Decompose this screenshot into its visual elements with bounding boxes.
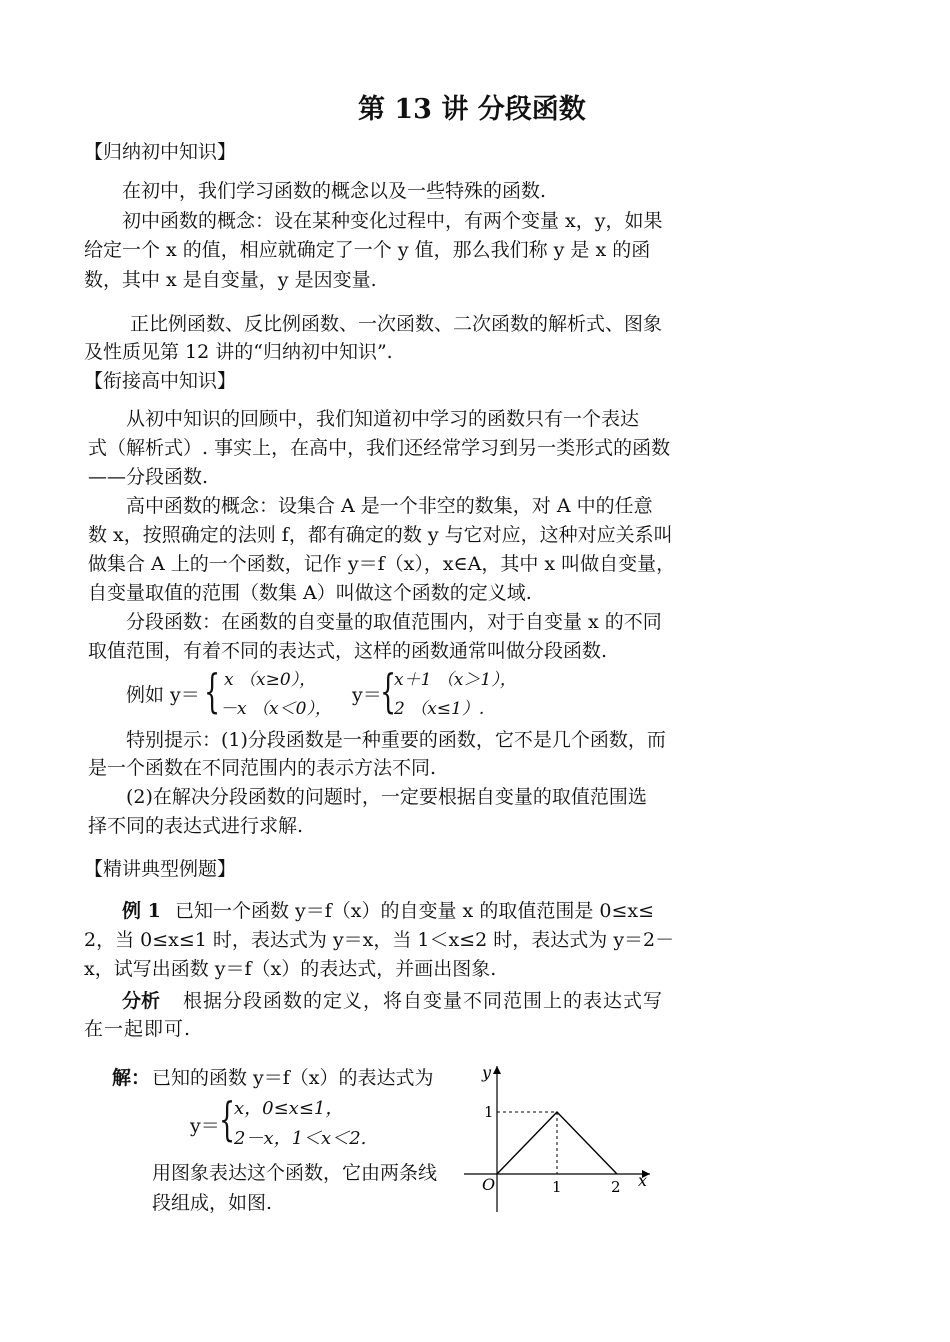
- tip-line-4: 择不同的表达式进行求解.: [88, 815, 304, 837]
- junior-paragraph-2-line-1: 初中函数的概念：设在某种变化过程中，有两个变量 x，y，如果: [122, 210, 663, 232]
- y-axis-label: y: [482, 1063, 492, 1082]
- y-tick-label-1: 1: [484, 1103, 494, 1121]
- x-tick-label-1: 1: [552, 1178, 562, 1196]
- left-brace-icon: {: [219, 1092, 236, 1146]
- junior-paragraph-3-line-2: 及性质见第 12 讲的“归纳初中知识”.: [84, 341, 393, 363]
- solution-prefix: y＝: [190, 1115, 220, 1137]
- origin-label: O: [482, 1175, 496, 1194]
- example-prefix: 例如 y＝: [126, 684, 200, 706]
- senior-paragraph-2-line-3: 做集合 A 上的一个函数，记作 y＝f（x），x∈A，其中 x 叫做自变量，: [88, 553, 676, 575]
- tip-line-2: 是一个函数在不同范围内的表示方法不同.: [88, 757, 437, 779]
- section-heading-junior: 【归纳初中知识】: [84, 141, 237, 163]
- tip-line-1: 特别提示：(1)分段函数是一种重要的函数，它不是几个函数，而: [126, 729, 666, 751]
- junior-paragraph-2-line-2: 给定一个 x 的值，相应就确定了一个 y 值，那么我们称 y 是 x 的函: [84, 239, 651, 261]
- solution-line-3: 段组成，如图.: [152, 1192, 273, 1214]
- example-1-line-2: 2，当 0≤x≤1 时，表达式为 y＝x，当 1＜x≤2 时，表达式为 y＝2－: [84, 929, 675, 951]
- solution-line-1: 已知的函数 y＝f（x）的表达式为: [152, 1067, 434, 1089]
- solution-case-2: 2－x，1＜x＜2.: [234, 1128, 367, 1149]
- section-heading-examples: 【精讲典型例题】: [84, 858, 237, 880]
- x-axis-label: x: [638, 1171, 648, 1190]
- senior-paragraph-2-line-2: 数 x，按照确定的法则 f，都有确定的数 y 与它对应，这种对应关系叫: [88, 524, 673, 546]
- example-2-case-1: x＋1 （x＞1），: [394, 670, 517, 690]
- page-title: 第 13 讲 分段函数: [358, 94, 586, 125]
- solution-case-1: x，0≤x≤1，: [234, 1098, 344, 1119]
- analysis-label: 分析: [122, 990, 161, 1012]
- section-heading-senior: 【衔接高中知识】: [84, 370, 237, 392]
- junior-paragraph-1: 在初中，我们学习函数的概念以及一些特殊的函数.: [122, 180, 547, 202]
- function-graph: [460, 1060, 670, 1220]
- left-brace-icon: {: [380, 664, 397, 718]
- example-1-label: 例 1: [122, 900, 161, 922]
- example-1-line-3: x，试写出函数 y＝f（x）的表达式，并画出图象.: [84, 958, 497, 980]
- analysis-line-1: 根据分段函数的定义，将自变量不同范围上的表达式写: [183, 990, 664, 1012]
- example-2-prefix: y＝: [352, 684, 382, 706]
- analysis-line-2: 在一起即可.: [84, 1018, 192, 1040]
- senior-paragraph-3-line-2: 取值范围，有着不同的表达式，这样的函数通常叫做分段函数.: [88, 640, 608, 662]
- senior-paragraph-2-line-1: 高中函数的概念：设集合 A 是一个非空的数集，对 A 中的任意: [126, 495, 653, 517]
- junior-paragraph-2-line-3: 数，其中 x 是自变量，y 是因变量.: [84, 269, 377, 291]
- senior-paragraph-1-line-2: 式（解析式）. 事实上，在高中，我们还经常学习到另一类形式的函数: [88, 437, 671, 459]
- y-axis-arrow-icon: [493, 1066, 501, 1074]
- example-1-case-1: x （x≥0），: [224, 670, 317, 690]
- example-2-case-2: 2 （x≤1）.: [394, 699, 485, 719]
- left-brace-icon: {: [204, 664, 221, 718]
- junior-paragraph-3-line-1: 正比例函数、反比例函数、一次函数、二次函数的解析式、图象: [130, 313, 663, 335]
- senior-paragraph-1-line-3: ——分段函数.: [88, 466, 209, 488]
- tip-line-3: (2)在解决分段函数的问题时，一定要根据自变量的取值范围选: [126, 786, 647, 808]
- example-1-line-1: 已知一个函数 y＝f（x）的自变量 x 的取值范围是 0≤x≤: [175, 900, 654, 922]
- solution-line-2: 用图象表达这个函数，它由两条线: [152, 1162, 438, 1184]
- senior-paragraph-3-line-1: 分段函数：在函数的自变量的取值范围内，对于自变量 x 的不同: [126, 611, 662, 633]
- senior-paragraph-2-line-4: 自变量取值的范围（数集 A）叫做这个函数的定义域.: [88, 582, 532, 604]
- example-1-case-2: －x （x＜0），: [220, 699, 332, 719]
- senior-paragraph-1-line-1: 从初中知识的回顾中，我们知道初中学习的函数只有一个表达: [126, 408, 640, 430]
- solution-label: 解：: [112, 1067, 151, 1089]
- x-tick-label-2: 2: [611, 1178, 621, 1196]
